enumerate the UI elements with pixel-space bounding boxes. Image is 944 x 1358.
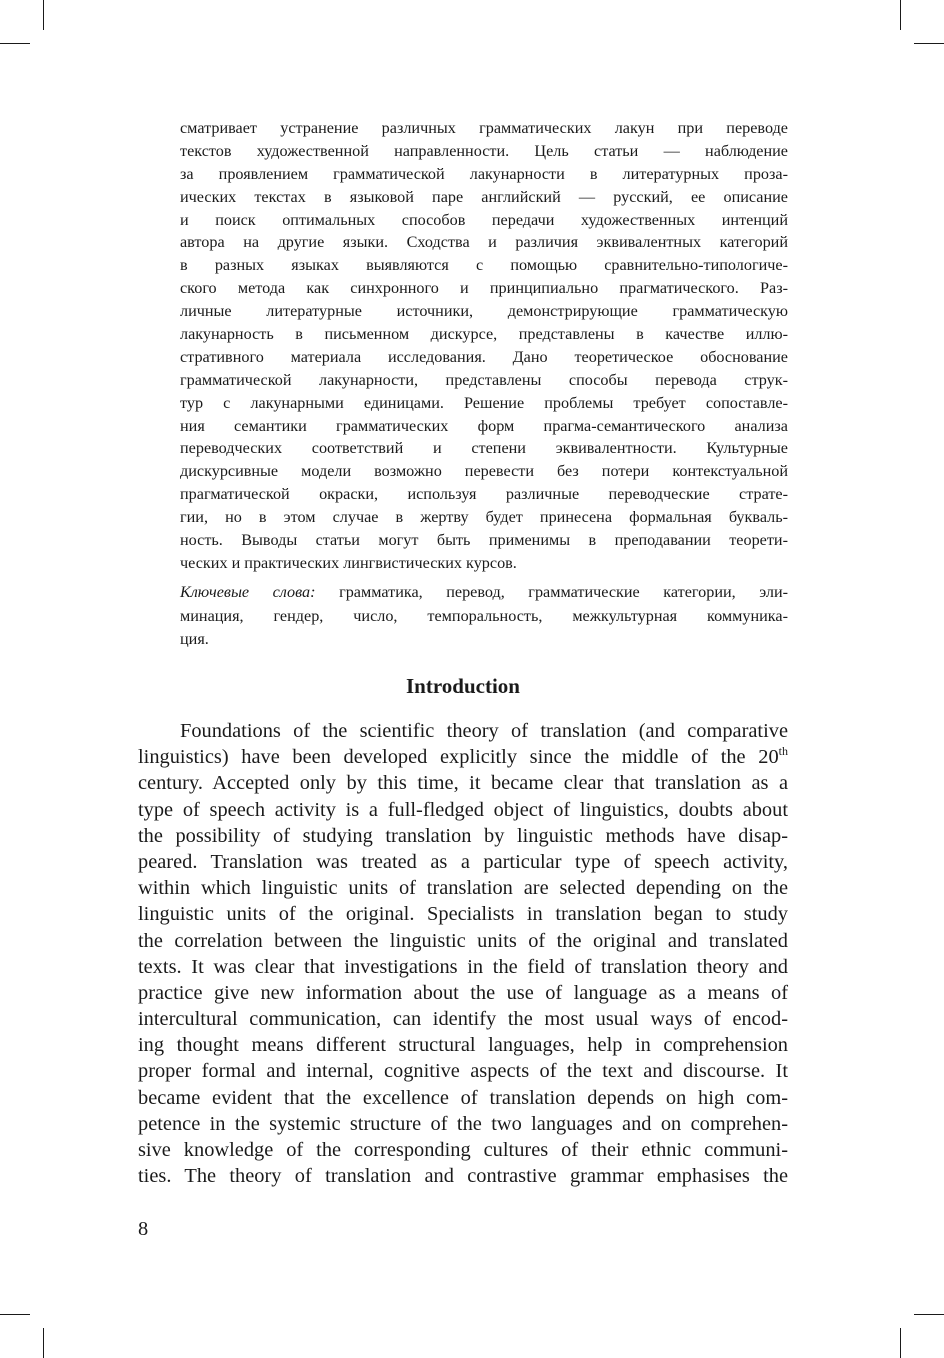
body-line: intercultural communication, can identify the most usual ways of encod- (138, 1008, 788, 1031)
crop-mark (0, 1314, 30, 1315)
abstract-line: ского метода как синхронного и принципиально прагматического. Раз- (180, 279, 788, 298)
keywords-line: ция. (180, 630, 209, 648)
abstract-line: ния семантики грамматических форм прагма-семантического анализа (180, 416, 788, 435)
body-line: practice give new information about the use of language as a means of (138, 981, 788, 1004)
keywords-line: минация, гендер, число, темпоральность, межкультурная коммуника- (180, 606, 788, 625)
abstract-line: гии, но в этом случае в жертву будет принесена формальная букваль- (180, 508, 788, 527)
abstract-line: сматривает устранение различных грамматических лакун при переводе (180, 119, 788, 137)
section-heading: Introduction (406, 674, 520, 698)
abstract-line: в разных языках выявляются с помощью сравнительно-типологиче- (180, 256, 788, 275)
abstract-line: грамматической лакунарности, представлены способы перевода струк- (180, 370, 788, 389)
body-line: century. Accepted only by this time, it became clear that translation as a (138, 772, 788, 795)
body-line (138, 744, 788, 770)
body-line: sive knowledge of the corresponding cultures of their ethnic communi- (138, 1139, 788, 1161)
keywords (180, 581, 788, 652)
keywords-line (180, 581, 788, 605)
body-line: the correlation between the linguistic units of the original and translated (138, 929, 788, 952)
page-number: 8 (138, 1218, 149, 1240)
body-line: peared. Translation was treated as a particular type of speech activity, (138, 850, 788, 873)
abstract-line: ических текстах в языковой паре английский — русский, ее описание (180, 187, 788, 206)
abstract-line: ческих и практических лингвистических курсов. (180, 553, 517, 572)
crop-mark (0, 43, 30, 44)
body-line: became evident that the excellence of translation depends on high com- (138, 1086, 788, 1109)
abstract-line: за проявлением грамматической лакунарности в литературных проза- (180, 164, 788, 183)
abstract-line: ность. Выводы статьи могут быть применимы в преподавании теорети- (180, 531, 788, 550)
abstract-line: дискурсивные модели возможно перевести без потери контекстуальной (180, 462, 788, 481)
body-line: linguistic units of the original. Specialists in translation began to study (138, 903, 788, 926)
keywords-list: грамматика, перевод, грамматические категории, эли- (315, 583, 788, 601)
crop-mark (900, 1328, 901, 1358)
crop-mark (43, 0, 44, 30)
abstract (180, 117, 788, 575)
body-line: type of speech activity is a full-fledged object of linguistics, doubts about (138, 798, 788, 821)
crop-mark (914, 43, 944, 44)
abstract-line: автора на другие языки. Сходства и различия эквивалентных категорий (180, 233, 788, 252)
abstract-line: тур с лакунарными единицами. Решение проблемы требует сопоставле- (180, 393, 788, 412)
body-line: ing thought means different structural languages, help in comprehension (138, 1034, 788, 1057)
superscript: th (778, 744, 788, 759)
abstract-line: прагматической окраски, используя различные переводческие страте- (180, 485, 788, 504)
body-line: the possibility of studying translation by linguistic methods have disap- (138, 824, 788, 847)
abstract-line: стративного материала исследования. Дано теоретическое обоснование (180, 347, 788, 366)
abstract-line: лакунарность в письменном дискурсе, представлены в качестве иллю- (180, 325, 788, 344)
body-line: ties. The theory of translation and contrastive grammar emphasises the (138, 1165, 788, 1188)
crop-mark (900, 0, 901, 30)
body-line: petence in the systemic structure of the two languages and on comprehen- (138, 1112, 788, 1135)
keywords-label: Ключевые слова: (180, 583, 316, 601)
body-line: proper formal and internal, cognitive aspects of the text and discourse. It (138, 1060, 788, 1083)
crop-mark (43, 1328, 44, 1358)
body-line: Foundations of the scientific theory of translation (and comparative (180, 720, 788, 742)
body-paragraph (138, 718, 788, 1189)
body-line: texts. It was clear that investigations in the field of translation theory and (138, 955, 788, 978)
abstract-line: текстов художественной направленности. Цель статьи — наблюдение (180, 141, 788, 160)
crop-mark (914, 1314, 944, 1315)
abstract-line: и поиск оптимальных способов передачи художественных интенций (180, 210, 788, 229)
body-line-text: linguistics) have been developed explicitly since the middle of the 20 (138, 746, 779, 769)
body-line: within which linguistic units of translation are selected depending on the (138, 877, 788, 900)
abstract-line: личные литературные источники, демонстрирующие грамматическую (180, 302, 788, 321)
abstract-line: переводческих соответствий и степени эквивалентности. Культурные (180, 439, 788, 458)
